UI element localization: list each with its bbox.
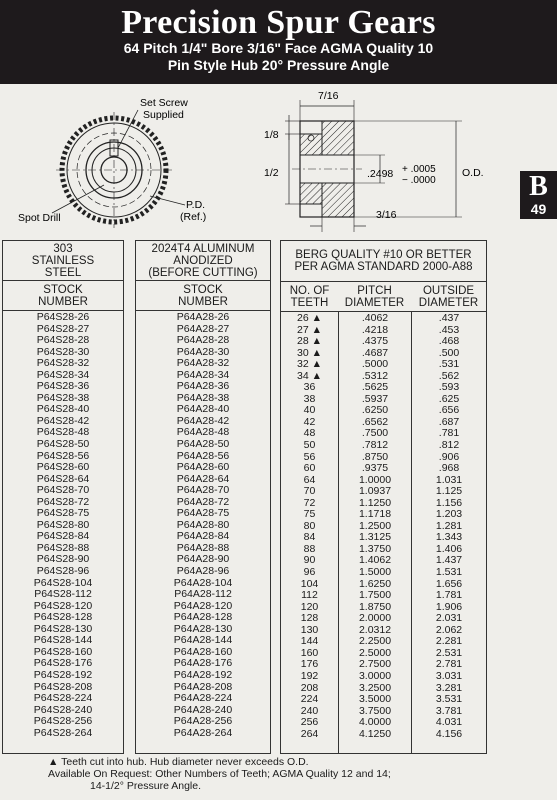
pitch-diameter: .4375 bbox=[361, 335, 389, 348]
od-header-line: DIAMETER bbox=[418, 297, 479, 309]
outside-diameter: 1.406 bbox=[435, 542, 463, 555]
aluminum-col-line: STOCK bbox=[183, 284, 223, 296]
outside-diameter: 1.125 bbox=[435, 485, 463, 498]
teeth-count: 88 bbox=[303, 542, 316, 555]
steel-stock-number: P64S28-60 bbox=[36, 461, 90, 474]
steel-stock-list bbox=[3, 311, 123, 739]
gear-drawing bbox=[0, 84, 520, 240]
aluminum-stock-number: P64A28-104 bbox=[173, 576, 233, 589]
aluminum-stock-number: P64A28-90 bbox=[176, 553, 230, 566]
steel-stock-number: P64S28-240 bbox=[33, 703, 93, 716]
aluminum-stock-number: P64A28-36 bbox=[176, 380, 230, 393]
page-number: 49 bbox=[530, 201, 547, 217]
teeth-list bbox=[281, 313, 338, 753]
steel-stock-number: P64S28-160 bbox=[33, 645, 93, 658]
outside-diameter: 4.031 bbox=[435, 716, 463, 729]
teeth-count: 176 bbox=[300, 658, 319, 671]
steel-title-line: 303 bbox=[53, 243, 73, 255]
dim-1-8: 1/8 bbox=[264, 129, 279, 141]
aluminum-stock-number: P64A28-130 bbox=[173, 622, 233, 635]
outside-diameter: .453 bbox=[438, 323, 460, 336]
spec-line-1: 64 Pitch 1/4" Bore 3/16" Face AGMA Quality 10 bbox=[123, 40, 434, 56]
berg-title-line: BERG QUALITY #10 OR BETTER bbox=[295, 249, 472, 261]
outside-diameter: 1.203 bbox=[435, 508, 463, 521]
pitch-diameter: 2.7500 bbox=[358, 658, 392, 671]
set-screw-label: Set Screw bbox=[140, 97, 188, 109]
steel-stock-number: P64S28-56 bbox=[36, 449, 90, 462]
teeth-count: 38 bbox=[303, 392, 316, 405]
steel-stock-number: P64S28-208 bbox=[33, 680, 93, 693]
outside-diameter: .562 bbox=[438, 369, 460, 382]
teeth-count: 240 bbox=[300, 704, 319, 717]
steel-stock-number: P64S28-28 bbox=[36, 334, 90, 347]
pitch-diameter: 1.0937 bbox=[358, 485, 392, 498]
steel-stock-number: P64S28-70 bbox=[36, 484, 90, 497]
outside-diameter: 2.062 bbox=[435, 623, 463, 636]
pitch-diameter: 2.0312 bbox=[358, 623, 392, 636]
steel-title bbox=[3, 241, 123, 281]
teeth-count: 75 bbox=[303, 508, 316, 521]
outside-diameter: .625 bbox=[438, 392, 460, 405]
steel-stock-number: P64S28-130 bbox=[33, 622, 93, 635]
pitch-diameter: .5937 bbox=[361, 392, 389, 405]
aluminum-stock-number: P64A28-28 bbox=[176, 334, 230, 347]
pitch-diameter: .6562 bbox=[361, 415, 389, 428]
outside-diameter: 3.281 bbox=[435, 681, 463, 694]
aluminum-stock-number: P64A28-50 bbox=[176, 438, 230, 451]
dim-bore: .2498 bbox=[367, 168, 394, 180]
outside-diameter: .656 bbox=[438, 404, 460, 417]
pitch-diameter: .5625 bbox=[361, 381, 389, 394]
aluminum-stock-number: P64A28-32 bbox=[176, 357, 230, 370]
aluminum-table bbox=[135, 240, 271, 754]
outside-diameter: 2.781 bbox=[435, 658, 463, 671]
pitch-diameter: 1.1718 bbox=[358, 508, 392, 521]
steel-stock-number: P64S28-40 bbox=[36, 403, 90, 416]
aluminum-stock-number: P64A28-84 bbox=[176, 530, 230, 543]
steel-stock-number: P64S28-256 bbox=[33, 715, 93, 728]
supplied-label: Supplied bbox=[143, 109, 184, 121]
tol-minus: − .0000 bbox=[402, 175, 436, 186]
teeth-count: 80 bbox=[303, 519, 316, 532]
aluminum-stock-number: P64A28-34 bbox=[176, 368, 230, 381]
aluminum-stock-number: P64A28-80 bbox=[176, 518, 230, 531]
teeth-count: 84 bbox=[303, 531, 316, 544]
pitch-diameter: .6250 bbox=[361, 404, 389, 417]
pitch-diameter: 4.1250 bbox=[358, 727, 392, 740]
teeth-count: 192 bbox=[300, 669, 319, 682]
teeth-count: 30 ▲ bbox=[297, 346, 322, 359]
steel-stock-number: P64S28-26 bbox=[36, 311, 90, 323]
aluminum-stock-number: P64A28-42 bbox=[176, 414, 230, 427]
outside-diameter: .500 bbox=[438, 346, 460, 359]
pitch-diameter: 1.0000 bbox=[358, 473, 392, 486]
pitch-col-header bbox=[338, 285, 411, 311]
aluminum-stock-number: P64A28-128 bbox=[173, 611, 233, 624]
pitch-diameter: .4218 bbox=[361, 323, 389, 336]
page-title: Precision Spur Gears bbox=[121, 4, 436, 41]
teeth-count: 27 ▲ bbox=[297, 323, 322, 336]
pitch-diameter: 1.4062 bbox=[358, 554, 392, 567]
outside-diameter: .468 bbox=[438, 335, 460, 348]
steel-stock-number: P64S28-38 bbox=[36, 391, 90, 404]
aluminum-stock-number: P64A28-40 bbox=[176, 403, 230, 416]
aluminum-stock-number: P64A28-64 bbox=[176, 472, 230, 485]
teeth-count: 70 bbox=[303, 485, 316, 498]
aluminum-stock-number: P64A28-144 bbox=[173, 634, 233, 647]
outside-diameter: 1.343 bbox=[435, 531, 463, 544]
teeth-count: 128 bbox=[300, 612, 319, 625]
aluminum-title-line: ANODIZED bbox=[173, 255, 233, 267]
aluminum-stock-number: P64A28-96 bbox=[176, 565, 230, 578]
pitch-diameter: 1.6250 bbox=[358, 577, 392, 590]
teeth-col-header bbox=[281, 285, 338, 311]
teeth-header-line: TEETH bbox=[290, 297, 329, 309]
pd-ref-label: (Ref.) bbox=[180, 211, 207, 223]
teeth-count: 104 bbox=[300, 577, 319, 590]
aluminum-stock-number: P64A28-264 bbox=[173, 726, 233, 739]
outside-diameter: 1.031 bbox=[435, 473, 463, 486]
berg-title bbox=[281, 241, 486, 282]
pitch-diameter: 2.5000 bbox=[358, 646, 392, 659]
teeth-count: 42 bbox=[303, 415, 316, 428]
aluminum-stock-number: P64A28-72 bbox=[176, 495, 230, 508]
teeth-count: 72 bbox=[303, 496, 316, 509]
teeth-count: 264 bbox=[300, 727, 319, 740]
footnote-line: 14-1/2° Pressure Angle. bbox=[90, 780, 202, 792]
steel-stock-number: P64S28-42 bbox=[36, 414, 90, 427]
teeth-count: 224 bbox=[300, 693, 319, 706]
steel-stock-number: P64S28-104 bbox=[33, 576, 93, 589]
outside-diameter: 1.656 bbox=[435, 577, 463, 590]
outside-diameter: 1.906 bbox=[435, 600, 463, 613]
pitch-diameter: .5312 bbox=[361, 369, 389, 382]
aluminum-stock-number: P64A28-208 bbox=[173, 680, 233, 693]
aluminum-title bbox=[136, 241, 270, 281]
pd-label: P.D. bbox=[186, 199, 206, 211]
gear-front-view bbox=[52, 110, 185, 228]
spec-line-2: Pin Style Hub 20° Pressure Angle bbox=[167, 57, 390, 73]
steel-stock-number: P64S28-48 bbox=[36, 426, 90, 439]
aluminum-stock-number: P64A28-112 bbox=[174, 588, 232, 601]
pitch-diameter: .8750 bbox=[361, 450, 389, 463]
outside-diameter: 1.531 bbox=[435, 566, 463, 579]
outside-diameter: 1.781 bbox=[435, 589, 463, 602]
teeth-count: 36 bbox=[303, 381, 316, 394]
pitch-diameter: 4.0000 bbox=[358, 716, 392, 729]
header-banner bbox=[0, 0, 557, 84]
footnote-line: ▲ Teeth cut into hub. Hub diameter never exceeds O.D. bbox=[48, 756, 309, 768]
outside-diameter-list bbox=[411, 312, 486, 753]
aluminum-stock-number: P64A28-192 bbox=[173, 668, 233, 681]
steel-stock-number: P64S28-75 bbox=[36, 507, 90, 520]
outside-diameter: .906 bbox=[438, 450, 460, 463]
steel-stock-number: P64S28-50 bbox=[36, 438, 90, 451]
aluminum-stock-number: P64A28-30 bbox=[176, 345, 230, 358]
aluminum-stock-number: P64A28-160 bbox=[173, 645, 233, 658]
steel-stock-number: P64S28-224 bbox=[33, 692, 93, 705]
aluminum-col-header bbox=[136, 281, 270, 311]
teeth-count: 60 bbox=[303, 462, 316, 475]
steel-stock-number: P64S28-112 bbox=[34, 588, 92, 601]
teeth-count: 34 ▲ bbox=[297, 369, 322, 382]
outside-diameter: 1.281 bbox=[435, 519, 463, 532]
steel-stock-number: P64S28-90 bbox=[36, 553, 90, 566]
pitch-diameter: 1.7500 bbox=[358, 589, 392, 602]
outside-diameter: 2.531 bbox=[435, 646, 463, 659]
pitch-header-line: DIAMETER bbox=[344, 297, 405, 309]
steel-stock-number: P64S28-176 bbox=[33, 657, 93, 670]
pitch-diameter: 1.2500 bbox=[358, 519, 392, 532]
teeth-count: 160 bbox=[300, 646, 319, 659]
teeth-count: 96 bbox=[303, 566, 316, 579]
pitch-diameter: 1.1250 bbox=[358, 496, 392, 509]
pitch-diameter: .5000 bbox=[361, 358, 389, 371]
aluminum-col-line: NUMBER bbox=[178, 296, 228, 308]
od-header-line: OUTSIDE bbox=[422, 285, 475, 297]
teeth-count: 32 ▲ bbox=[297, 358, 322, 371]
aluminum-stock-number: P64A28-38 bbox=[176, 391, 230, 404]
steel-stock-number: P64S28-30 bbox=[36, 345, 90, 358]
teeth-count: 112 bbox=[301, 589, 318, 602]
dim-od: O.D. bbox=[462, 167, 484, 179]
teeth-count: 144 bbox=[300, 635, 319, 648]
steel-col-header bbox=[3, 281, 123, 311]
pitch-diameter: .9375 bbox=[361, 462, 389, 475]
steel-col-line: STOCK bbox=[43, 284, 83, 296]
pitch-diameter: .4687 bbox=[361, 346, 389, 359]
outside-diameter: 3.531 bbox=[435, 693, 463, 706]
section-letter: B bbox=[529, 171, 548, 202]
pitch-diameter: 3.2500 bbox=[358, 681, 392, 694]
teeth-count: 64 bbox=[303, 473, 316, 486]
steel-stock-number: P64S28-84 bbox=[36, 530, 90, 543]
outside-diameter: .531 bbox=[438, 358, 460, 371]
outside-diameter: .593 bbox=[438, 381, 460, 394]
steel-stock-number: P64S28-88 bbox=[36, 541, 90, 554]
aluminum-stock-number: P64A28-60 bbox=[176, 461, 230, 474]
aluminum-stock-number: P64A28-224 bbox=[173, 692, 233, 705]
teeth-count: 26 ▲ bbox=[297, 312, 322, 324]
pitch-diameter: .7500 bbox=[361, 427, 389, 440]
pitch-diameter: 1.3125 bbox=[358, 531, 392, 544]
aluminum-stock-number: P64A28-240 bbox=[173, 703, 233, 716]
aluminum-stock-number: P64A28-70 bbox=[176, 484, 230, 497]
berg-quality-table bbox=[280, 240, 487, 754]
steel-stock-number: P64S28-80 bbox=[36, 518, 90, 531]
od-col-header bbox=[411, 285, 486, 311]
teeth-count: 90 bbox=[303, 554, 316, 567]
steel-stock-number: P64S28-34 bbox=[36, 368, 90, 381]
teeth-count: 56 bbox=[303, 450, 316, 463]
teeth-count: 28 ▲ bbox=[297, 335, 322, 348]
dim-7-16: 7/16 bbox=[318, 90, 339, 102]
pitch-diameter: 1.5000 bbox=[358, 566, 392, 579]
steel-stock-number: P64S28-120 bbox=[33, 599, 93, 612]
aluminum-stock-number: P64A28-75 bbox=[176, 507, 230, 520]
footnote-line: Available On Request: Other Numbers of Teeth; AGMA Quality 12 and 14; bbox=[48, 768, 391, 780]
teeth-count: 130 bbox=[300, 623, 319, 636]
outside-diameter: .968 bbox=[438, 462, 460, 475]
outside-diameter: 3.781 bbox=[435, 704, 463, 717]
pitch-diameter: 2.0000 bbox=[358, 612, 392, 625]
pitch-diameter: 1.3750 bbox=[358, 542, 392, 555]
teeth-count: 256 bbox=[300, 716, 319, 729]
dim-3-16: 3/16 bbox=[376, 209, 397, 221]
pitch-diameter: 3.0000 bbox=[358, 669, 392, 682]
steel-stock-number: P64S28-144 bbox=[33, 634, 93, 647]
aluminum-stock-number: P64A28-27 bbox=[176, 322, 230, 335]
pitch-diameter: 3.7500 bbox=[358, 704, 392, 717]
aluminum-stock-number: P64A28-26 bbox=[176, 311, 230, 323]
aluminum-stock-number: P64A28-120 bbox=[173, 599, 233, 612]
steel-stock-number: P64S28-128 bbox=[33, 611, 93, 624]
aluminum-stock-number: P64A28-88 bbox=[176, 541, 230, 554]
dim-1-2: 1/2 bbox=[264, 167, 279, 179]
spot-drill-label: Spot Drill bbox=[18, 212, 61, 224]
teeth-count: 48 bbox=[303, 427, 316, 440]
steel-stock-number: P64S28-36 bbox=[36, 380, 90, 393]
outside-diameter: .437 bbox=[438, 312, 460, 324]
pitch-diameter-list bbox=[338, 312, 411, 753]
outside-diameter: .687 bbox=[438, 415, 460, 428]
outside-diameter: 2.281 bbox=[435, 635, 463, 648]
steel-stock-number: P64S28-96 bbox=[36, 565, 90, 578]
outside-diameter: 4.156 bbox=[435, 727, 463, 740]
pitch-diameter: .4062 bbox=[361, 312, 389, 324]
pitch-diameter: 1.8750 bbox=[358, 600, 392, 613]
section-tab bbox=[520, 171, 557, 219]
steel-stock-number: P64S28-32 bbox=[36, 357, 90, 370]
pitch-diameter: .7812 bbox=[361, 439, 389, 452]
teeth-count: 40 bbox=[303, 404, 316, 417]
steel-stock-number: P64S28-72 bbox=[36, 495, 90, 508]
steel-title-line: STAINLESS bbox=[31, 255, 95, 267]
steel-stock-number: P64S28-64 bbox=[36, 472, 90, 485]
steel-col-line: NUMBER bbox=[38, 296, 88, 308]
aluminum-stock-number: P64A28-256 bbox=[173, 715, 233, 728]
outside-diameter: 1.156 bbox=[435, 496, 463, 509]
steel-title-line: STEEL bbox=[44, 267, 82, 279]
stainless-steel-table bbox=[2, 240, 124, 754]
aluminum-title-line: 2024T4 ALUMINUM bbox=[151, 243, 255, 255]
outside-diameter: 3.031 bbox=[435, 669, 463, 682]
pitch-diameter: 2.2500 bbox=[358, 635, 392, 648]
berg-title-line: PER AGMA STANDARD 2000-A88 bbox=[294, 261, 473, 273]
berg-col-header bbox=[281, 282, 486, 312]
teeth-count: 120 bbox=[300, 600, 319, 613]
footnotes bbox=[48, 756, 391, 792]
steel-stock-number: P64S28-264 bbox=[33, 726, 93, 739]
teeth-count: 208 bbox=[300, 681, 319, 694]
teeth-count: 50 bbox=[303, 439, 316, 452]
aluminum-stock-number: P64A28-48 bbox=[176, 426, 230, 439]
aluminum-stock-list bbox=[136, 311, 270, 739]
pitch-diameter: 3.5000 bbox=[358, 693, 392, 706]
steel-stock-number: P64S28-192 bbox=[33, 668, 93, 681]
outside-diameter: 1.437 bbox=[435, 554, 463, 567]
outside-diameter: 2.031 bbox=[435, 612, 463, 625]
aluminum-stock-number: P64A28-56 bbox=[176, 449, 230, 462]
tol-plus: + .0005 bbox=[402, 164, 436, 175]
steel-stock-number: P64S28-27 bbox=[36, 322, 90, 335]
outside-diameter: .812 bbox=[438, 439, 460, 452]
pitch-header-line: PITCH bbox=[357, 285, 392, 297]
aluminum-title-line: (BEFORE CUTTING) bbox=[148, 267, 258, 279]
outside-diameter: .781 bbox=[438, 427, 460, 440]
aluminum-stock-number: P64A28-176 bbox=[173, 657, 233, 670]
teeth-header-line: NO. OF bbox=[289, 285, 330, 297]
